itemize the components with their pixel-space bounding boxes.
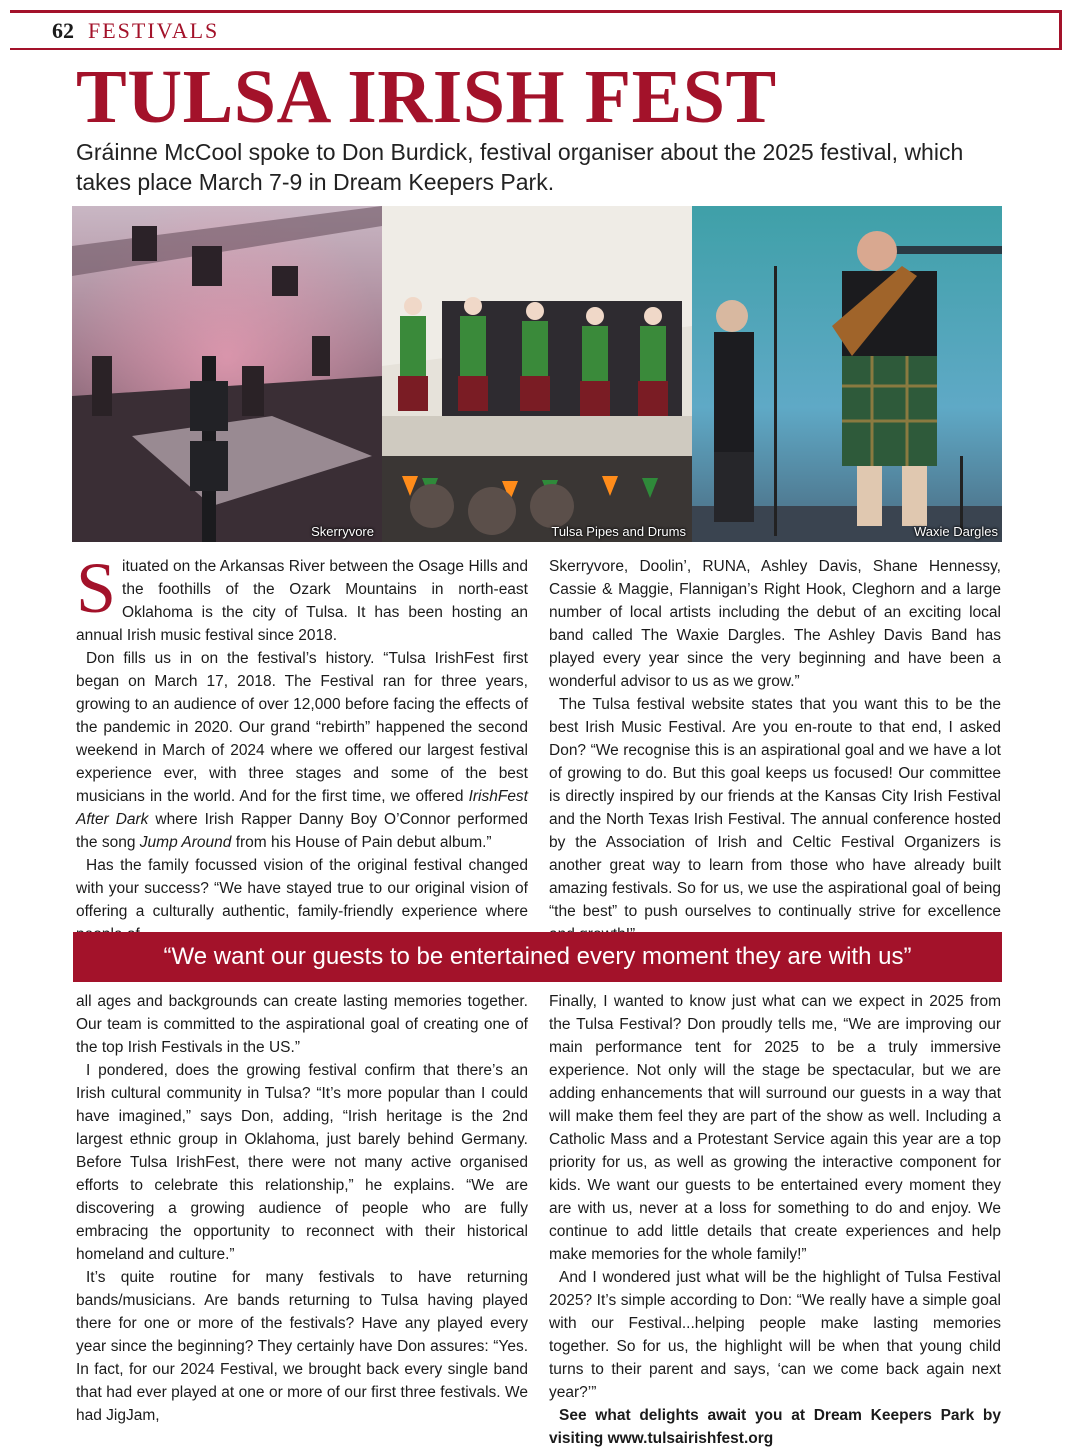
page-number: 62 <box>52 18 74 43</box>
photo-caption: Tulsa Pipes and Drums <box>551 524 686 539</box>
paragraph: Skerryvore, Doolin’, RUNA, Ashley Davis, Shane Hennessy, Cassie & Maggie, Flannigan’s Right Hook, Cleghorn and a large number of local artists including the debut of an exciting local band called The Waxie Dargles. The Ashley Davis Band has played every year since the very beginning and have been a wonderful advisor to us as we grow.” <box>549 558 1001 690</box>
article-column-4 <box>549 990 1001 1450</box>
photo-caption: Waxie Dargles <box>913 524 998 539</box>
paragraph: Finally, I wanted to know just what can we expect in 2025 from the Tulsa Festival? Don proudly tells me, “We are improving our main performance tent for 2025 to be a truly immersive experience. Not only will the stage be spectacular, but we are adding enhancements that will surround our guests in a way that will make them feel they are part of the show as well. Including a Catholic Mass and a Protestant Service again this year are a top priority for us, as well as growing the interactive component for kids. We want our guests to be entertained every moment they are with us, never at a loss for something to do and enjoy. We continue to add little details that create experiences and help make memories for the whole family!” <box>549 993 1001 1263</box>
paragraph: Has the family focussed vision of the original festival changed with your success? “We have stayed true to our original vision of offering a culturally authentic, family-friendly experience where <box>76 857 528 920</box>
article-column-1 <box>76 548 528 946</box>
photo-caption: Skerryvore <box>311 524 374 539</box>
paragraph: It’s quite routine for many festivals to have returning bands/musicians. Are bands returning to Tulsa having played there for one or more of the festivals? Have any played every year since the beginning? They certainly have Don assures: “Yes. In fact, for our 2024 Festival, we brought back every single band that had ever played at one or more of our first three festivals. We had JigJam, <box>76 1269 528 1424</box>
paragraph <box>76 548 528 647</box>
article-column-2 <box>549 555 1001 946</box>
paragraph: I pondered, does the growing festival confirm that there’s an Irish cultural community in Tulsa? “It’s more popular than I could have imagined,” says Don, adding, “Irish heritage is the 2nd largest ethnic group in Oklahoma, just barely behind Germany. Before Tulsa IrishFest, there were not many active organised efforts to celebrate this relationship,” he explains. “We are discovering a growing audience of people who are fully embracing the opportunity to reconnect with their historical homeland and culture.” <box>76 1062 528 1263</box>
paragraph: And I wondered just what will be the highlight of Tulsa Festival 2025? It’s simple according to Don: “We really have a simple goal with our Festival...helping people make lasting memories together. So for us, the highlight will be when that young child turns to their parent and says, ‘can we come back again next year?’” <box>549 1269 1001 1401</box>
paragraph-text: where Irish Rapper Danny Boy O’Connor performed the song <box>76 811 528 851</box>
website-callout[interactable]: See what delights await you at Dream Keepers Park by visiting www.tulsairishfest.org <box>549 1407 1001 1447</box>
drop-cap: S <box>76 548 117 628</box>
section-label: FESTIVALS <box>88 18 220 43</box>
pipe-band-photo <box>382 206 692 542</box>
paragraph <box>76 647 528 854</box>
article-title: TULSA IRISH FEST <box>76 55 777 139</box>
paragraph-text: ituated on the Arkansas River between the Osage Hills and the foothills of the Ozark Mountains in north-east Oklahoma is the city of Tulsa. It has been hosting an annual Irish music festival since 2018. <box>76 558 528 644</box>
paragraph: The Tulsa festival website states that you want this to be the best Irish Music Festival. Are you en-route to that end, I asked Don? “We recognise this is an aspirational goal and we have a lot of growing to do. But this goal keeps us focused! Our committee is directly inspired by our friends at the Kansas City Irish Festival and the North Texas Irish Festival. The annual conference hosted by the Association of Irish and Celtic Festival Organizers is another great way to learn from those who have already built amazing festivals. So for us, we use the aspirational goal of being “the best” to push ourselves to continually strive for excellence <box>549 696 1001 920</box>
pull-quote: “We want our guests to be entertained every moment they are with us” <box>73 932 1002 982</box>
photo-skerryvore <box>72 206 382 542</box>
stage-performers-photo <box>692 206 1002 542</box>
paragraph-text: Don fills us in on the festival’s history. “Tulsa IrishFest first began on March 17, 2018. The Festival ran for three years, growing to an audience of over 12,000 before facing the effects of the pandemic in 2020. Our grand “rebirth” happened the second weekend in March of 2024 where we offered our largest festival experience ever, with three stages and some of the best musicians in the world. And for the first time, we offered <box>76 650 528 805</box>
photo-strip <box>72 206 1002 542</box>
paragraph-text: from his House of Pain debut album.” <box>235 834 492 851</box>
emphasis-text: IrishFest After Dark <box>76 788 528 828</box>
paragraph: all ages and backgrounds can create lasting memories together. Our team is committed to the aspirational goal of creating one of the top Irish Festivals in the US.” <box>76 993 528 1056</box>
concert-tent-photo <box>72 206 382 542</box>
photo-pipes-and-drums <box>382 206 692 542</box>
photo-waxie-dargles <box>692 206 1002 542</box>
article-standfirst: Gráinne McCool spoke to Don Burdick, festival organiser about the 2025 festival, which takes place March 7-9 in Dream Keepers Park. <box>76 139 964 195</box>
emphasis-text: Jump Around <box>139 834 232 851</box>
article-column-3 <box>76 990 528 1427</box>
